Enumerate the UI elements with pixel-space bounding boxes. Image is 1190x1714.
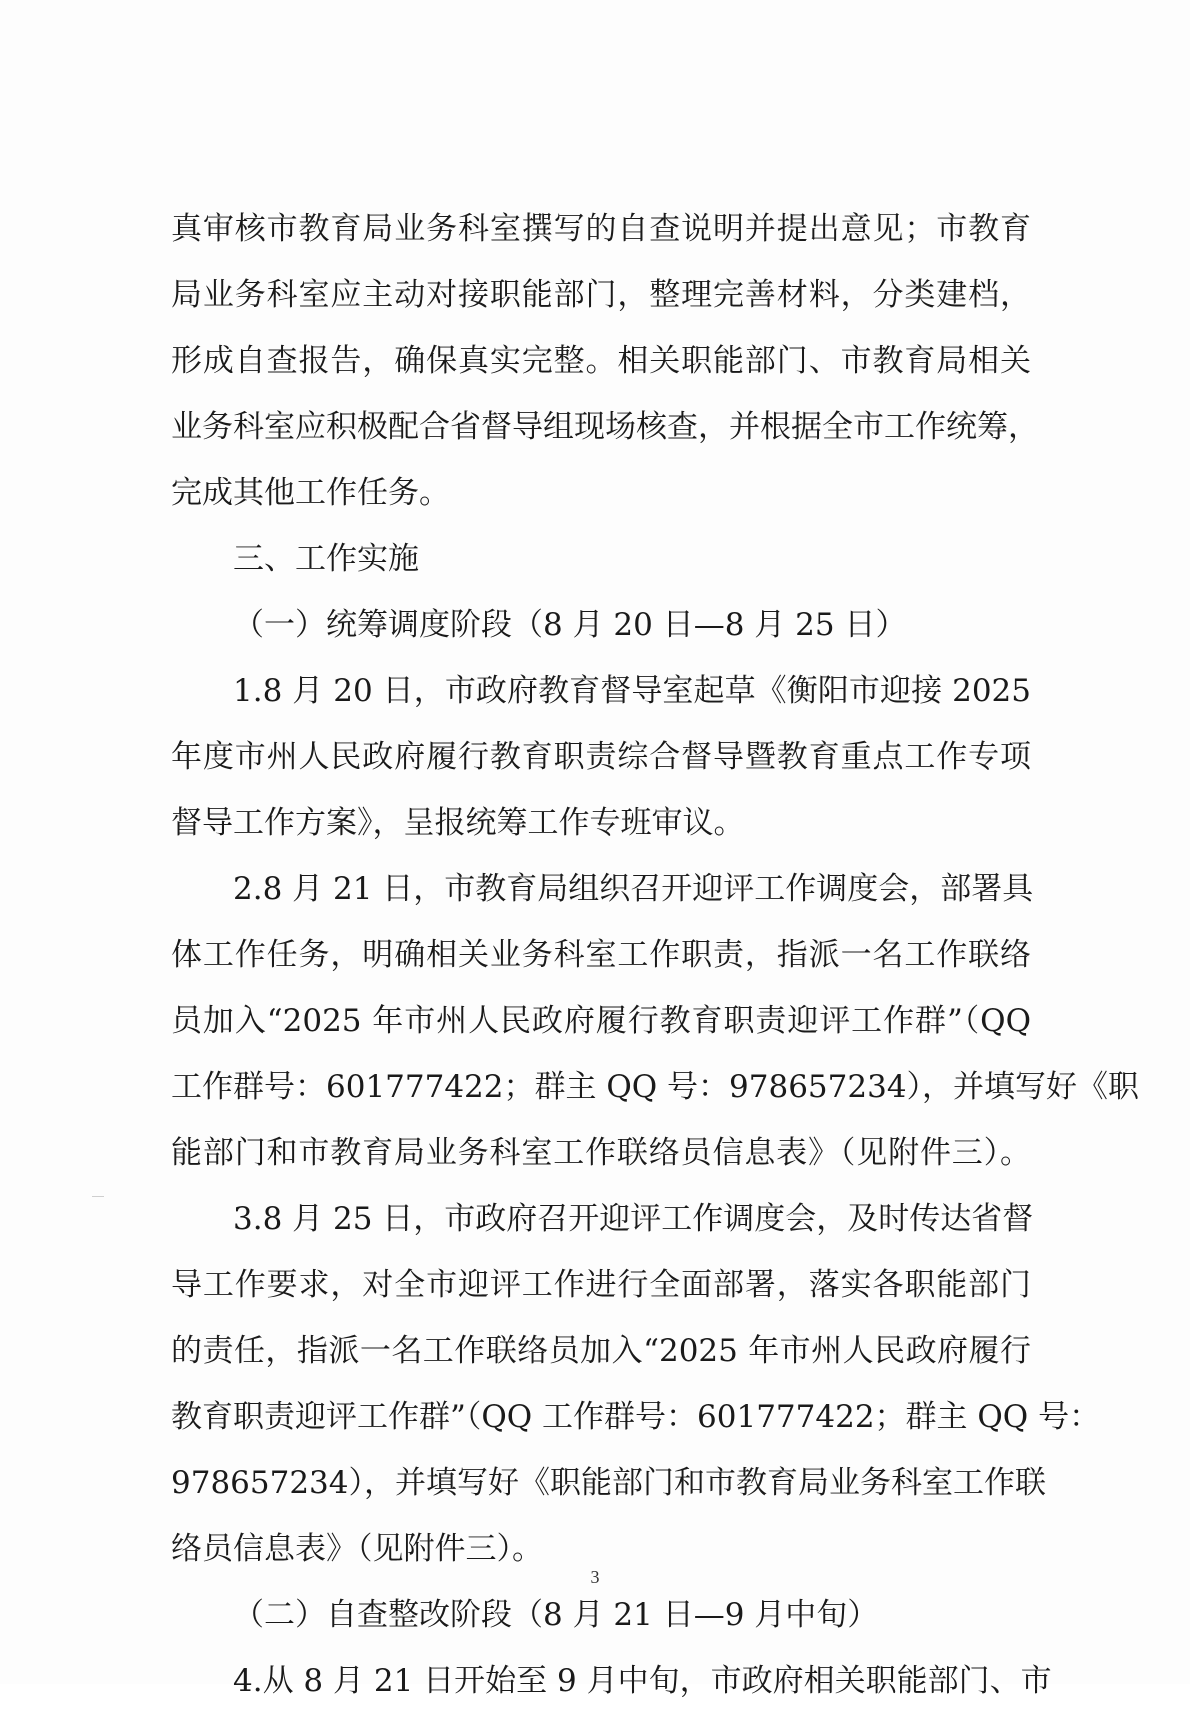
section-heading: 三、工作实施 (233, 541, 419, 577)
paragraph-line: 的责任，指派一名工作联络员加入“2025 年市州人民政府履行 (171, 1333, 1031, 1369)
paragraph-line: 完成其他工作任务。 (171, 475, 450, 511)
paragraph-line: 1.8 月 20 日，市政府教育督导室起草《衡阳市迎接 2025 (233, 673, 1031, 709)
paragraph-line: 年度市州人民政府履行教育职责综合督导暨教育重点工作专项 (171, 739, 1031, 775)
paragraph-line: 真审核市教育局业务科室撰写的自查说明并提出意见；市教育 (171, 211, 1031, 247)
body-text (171, 196, 1140, 1714)
paragraph-line: 978657234），并填写好《职能部门和市教育局业务科室工作联 (171, 1465, 1047, 1501)
subsection-heading: （一）统筹调度阶段（8 月 20 日—8 月 25 日） (233, 607, 907, 643)
paragraph-line: 局业务科室应主动对接职能部门，整理完善材料，分类建档， (171, 277, 1031, 313)
paragraph-line: 员加入“2025 年市州人民政府履行教育职责迎评工作群”（QQ (171, 1003, 1031, 1039)
paragraph-line: 导工作要求，对全市迎评工作进行全面部署，落实各职能部门 (171, 1267, 1031, 1303)
subsection-heading: （二）自查整改阶段（8 月 21 日—9 月中旬） (233, 1597, 879, 1633)
scan-artifact (92, 1196, 104, 1197)
paragraph-line: 督导工作方案》，呈报统筹工作专班审议。 (171, 805, 745, 841)
paragraph-line: 业务科室应积极配合省督导组现场核查，并根据全市工作统筹， (171, 409, 1039, 445)
paragraph-line: 体工作任务，明确相关业务科室工作职责，指派一名工作联络 (171, 937, 1031, 973)
page-number: 3 (590, 1567, 600, 1587)
paragraph-line: 4.从 8 月 21 日开始至 9 月中旬，市政府相关职能部门、市 (233, 1663, 1052, 1699)
paragraph-line: 络员信息表》（见附件三）。 (171, 1531, 543, 1567)
paragraph-line: 2.8 月 21 日，市教育局组织召开迎评工作调度会，部署具 (233, 871, 1034, 907)
paragraph-line: 能部门和市教育局业务科室工作联络员信息表》（见附件三）。 (171, 1135, 1031, 1171)
paragraph-line: 形成自查报告，确保真实完整。相关职能部门、市教育局相关 (171, 343, 1031, 379)
paragraph-line: 工作群号：601777422；群主 QQ 号：978657234），并填写好《职 (171, 1069, 1140, 1105)
paragraph-line: 教育职责迎评工作群”（QQ 工作群号：601777422；群主 QQ 号： (171, 1399, 1101, 1435)
paragraph-line: 3.8 月 25 日，市政府召开迎评工作调度会，及时传达省督 (233, 1201, 1034, 1237)
